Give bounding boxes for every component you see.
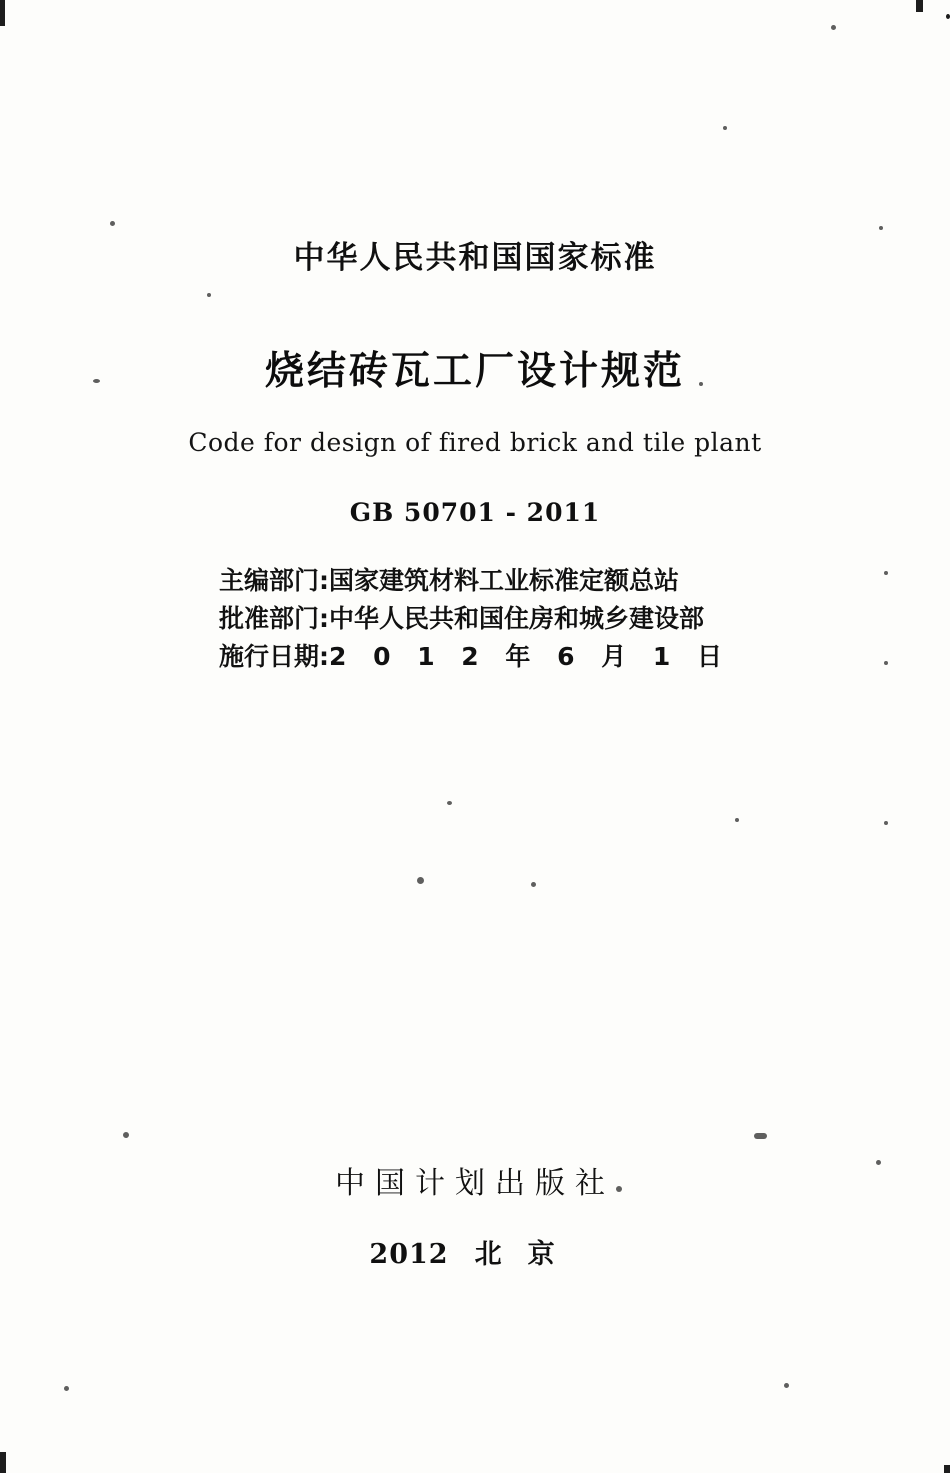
metadata-label: 施行日期: xyxy=(219,642,329,671)
publisher-name: 中国计划出版社 xyxy=(335,1166,615,1201)
scan-speck xyxy=(531,882,536,887)
scan-edge-mark-bottom-left xyxy=(0,1452,6,1473)
standard-code-number: GB 50701 - 2011 xyxy=(349,498,601,527)
scan-speck xyxy=(879,226,883,230)
scan-speck xyxy=(784,1383,789,1388)
scan-speck xyxy=(110,221,115,226)
publication-year-city xyxy=(0,1232,950,1271)
scan-speck xyxy=(207,293,211,297)
scan-speck xyxy=(735,818,739,822)
scan-speck xyxy=(447,801,452,805)
metadata-row-editing-department xyxy=(219,562,731,600)
scan-speck xyxy=(754,1133,767,1139)
scan-edge-mark-top-left xyxy=(0,0,5,26)
scan-speck xyxy=(123,1132,129,1138)
page-title: 烧结砖瓦工厂设计规范 xyxy=(264,349,685,394)
metadata-value: 中华人民共和国住房和城乡建设部 xyxy=(329,604,705,633)
scan-edge-mark-right xyxy=(946,14,950,19)
scan-edge-mark-top-right xyxy=(916,0,923,12)
scan-speck xyxy=(831,25,836,30)
english-title: Code for design of fired brick and tile plant xyxy=(188,428,762,457)
publication-city: 北京 xyxy=(474,1239,581,1270)
scan-speck xyxy=(64,1386,69,1391)
metadata-value: 国家建筑材料工业标准定额总站 xyxy=(329,566,680,595)
scan-speck xyxy=(723,126,727,130)
publication-year: 2012 xyxy=(369,1239,449,1270)
metadata-row-approval-department xyxy=(219,600,731,638)
metadata-label: 批准部门: xyxy=(219,604,329,633)
metadata-label: 主编部门: xyxy=(219,566,329,595)
scan-edge-mark-bottom-right xyxy=(944,1465,950,1473)
metadata-value: 2 0 1 2 年 6 月 1 日 xyxy=(329,642,731,671)
scan-speck xyxy=(417,877,424,884)
metadata-row-effective-date xyxy=(219,638,731,676)
metadata-block xyxy=(0,562,950,676)
national-standard-heading: 中华人民共和国国家标准 xyxy=(293,240,657,276)
scan-speck xyxy=(884,821,888,825)
